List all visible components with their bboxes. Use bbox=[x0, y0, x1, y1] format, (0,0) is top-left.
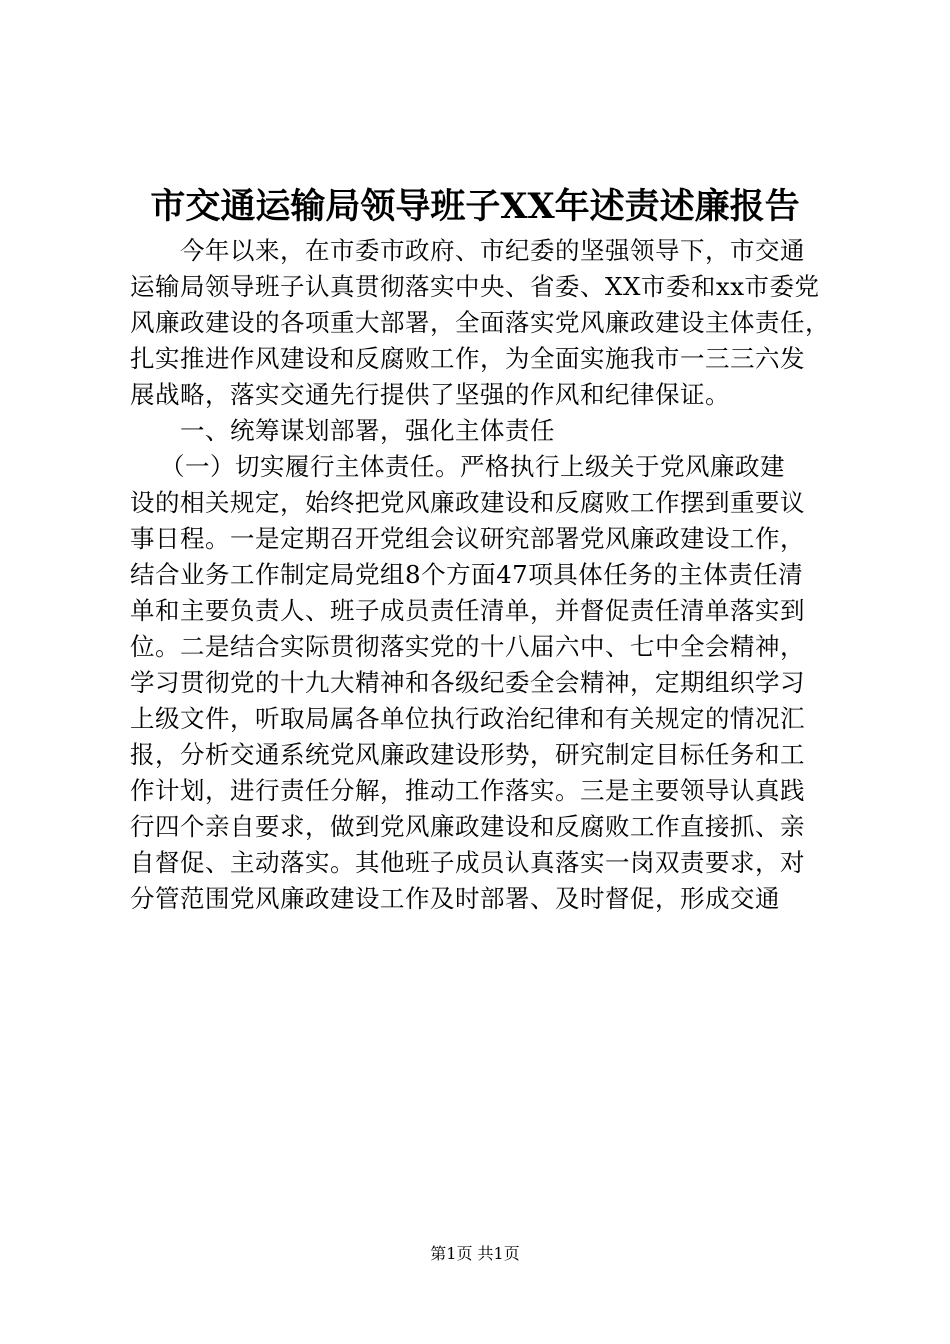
body-line: 报，分析交通系统党风廉政建设形势，研究制定目标任务和工 bbox=[130, 740, 805, 769]
body-line: 结合业务工作制定局党组8个方面47项具体任务的主体责任清 bbox=[130, 560, 804, 589]
subsection-line: （一）切实履行主体责任。严格执行上级关于党风廉政建 bbox=[160, 452, 785, 481]
body-line: 展战略，落实交通先行提供了坚强的作风和纪律保证。 bbox=[130, 380, 730, 409]
section-heading: 一、统筹谋划部署，强化主体责任 bbox=[180, 416, 555, 445]
body-line: 分管范围党风廉政建设工作及时部署、及时督促，形成交通 bbox=[130, 884, 780, 913]
document-title: 市交通运输局领导班子XX年述责述廉报告 bbox=[150, 186, 800, 227]
body-line: 行四个亲自要求，做到党风廉政建设和反腐败工作直接抓、亲 bbox=[130, 812, 805, 841]
body-line: 今年以来，在市委市政府、市纪委的坚强领导下，市交通 bbox=[180, 236, 805, 265]
body-line: 扎实推进作风建设和反腐败工作，为全面实施我市一三三六发 bbox=[130, 344, 805, 373]
body-line: 单和主要负责人、班子成员责任清单，并督促责任清单落实到 bbox=[130, 596, 805, 625]
body-line: 作计划，进行责任分解，推动工作落实。三是主要领导认真践 bbox=[130, 776, 805, 805]
body-line: 自督促、主动落实。其他班子成员认真落实一岗双责要求，对 bbox=[130, 848, 805, 877]
body-line: 位。二是结合实际贯彻落实党的十八届六中、七中全会精神， bbox=[130, 632, 805, 661]
body-line: 学习贯彻党的十九大精神和各级纪委全会精神，定期组织学习 bbox=[130, 668, 805, 697]
body-line: 上级文件，听取局属各单位执行政治纪律和有关规定的情况汇 bbox=[130, 704, 805, 733]
document-body bbox=[130, 233, 842, 917]
page-footer: 第1页 共1页 bbox=[430, 1244, 520, 1263]
body-line: 设的相关规定，始终把党风廉政建设和反腐败工作摆到重要议 bbox=[130, 488, 805, 517]
body-line: 运输局领导班子认真贯彻落实中央、省委、XX市委和xx市委党 bbox=[130, 272, 820, 301]
body-line: 风廉政建设的各项重大部署，全面落实党风廉政建设主体责任， bbox=[130, 308, 830, 337]
body-line: 事日程。一是定期召开党组会议研究部署党风廉政建设工作， bbox=[130, 524, 805, 553]
